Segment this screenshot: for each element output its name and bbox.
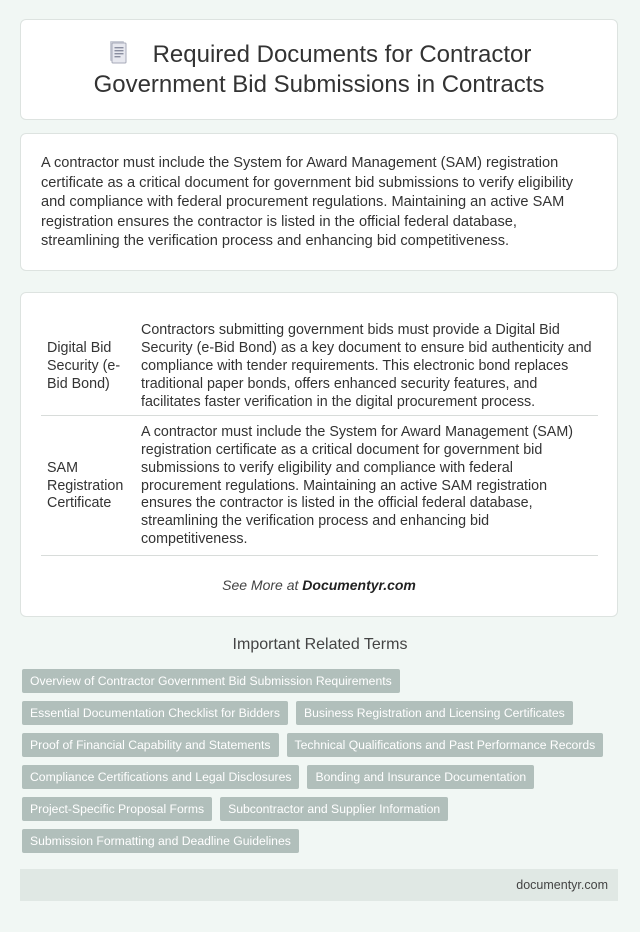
document-table bbox=[41, 311, 598, 556]
table-row bbox=[41, 311, 598, 415]
page-title bbox=[94, 40, 545, 99]
description-cell: A contractor must include the System for Award Management (SAM) registration certificate as a critical document for government bid submissions to verify eligibility and compliance with federal procurement regulations. Maintaining an active SAM registration ensures the contractor is listed in the official federal database, streamlining the verification process and enhancing bid competitiveness. bbox=[135, 415, 598, 555]
footer bbox=[20, 869, 618, 901]
term-cell: SAM Registration Certificate bbox=[41, 415, 135, 555]
title-line-1: Required Documents for Contractor bbox=[152, 41, 532, 68]
table-row bbox=[41, 415, 598, 555]
description-cell: Contractors submitting government bids must provide a Digital Bid Security (e-Bid Bond) as a key document to ensure bid authenticity and compliance with tender requirements. This electronic bond replaces traditional paper bonds, offers enhanced security features, and facilitates faster verification in the digital procurement process. bbox=[135, 311, 598, 415]
title-card bbox=[20, 19, 618, 120]
related-terms-heading: Important Related Terms bbox=[232, 636, 408, 653]
related-term-tag[interactable]: Overview of Contractor Government Bid Submission Requirements bbox=[22, 669, 400, 693]
related-term-tag[interactable]: Project-Specific Proposal Forms bbox=[22, 797, 212, 821]
related-term-tag[interactable]: Essential Documentation Checklist for Bidders bbox=[22, 701, 288, 725]
related-term-tag[interactable]: Compliance Certifications and Legal Disclosures bbox=[22, 765, 299, 789]
related-term-tag[interactable]: Business Registration and Licensing Certificates bbox=[296, 701, 573, 725]
related-term-tag[interactable]: Subcontractor and Supplier Information bbox=[220, 797, 448, 821]
document-table-card bbox=[20, 292, 618, 617]
see-more-prefix: See More at bbox=[222, 576, 303, 593]
intro-paragraph: A contractor must include the System for Award Management (SAM) registration certificate as a critical document for government bid submissions to verify eligibility and compliance with federal procurement regulations. Maintaining an active SAM registration ensures the contractor is listed in the official federal database, streamlining the verification process and enhancing bid competitiveness. bbox=[41, 155, 574, 250]
related-term-tag[interactable]: Submission Formatting and Deadline Guidelines bbox=[22, 829, 299, 853]
document-icon bbox=[107, 40, 127, 71]
related-terms-list bbox=[22, 669, 622, 861]
see-more-link[interactable] bbox=[41, 577, 597, 593]
related-term-tag[interactable]: Technical Qualifications and Past Performance Records bbox=[287, 733, 604, 757]
related-term-tag[interactable]: Proof of Financial Capability and Statements bbox=[22, 733, 279, 757]
footer-site-link[interactable]: documentyr.com bbox=[516, 878, 608, 892]
term-cell: Digital Bid Security (e-Bid Bond) bbox=[41, 311, 135, 415]
intro-card bbox=[20, 133, 618, 271]
title-line-2: Government Bid Submissions in Contracts bbox=[93, 71, 545, 98]
see-more-site[interactable]: Documentyr.com bbox=[302, 576, 416, 593]
related-term-tag[interactable]: Bonding and Insurance Documentation bbox=[307, 765, 534, 789]
